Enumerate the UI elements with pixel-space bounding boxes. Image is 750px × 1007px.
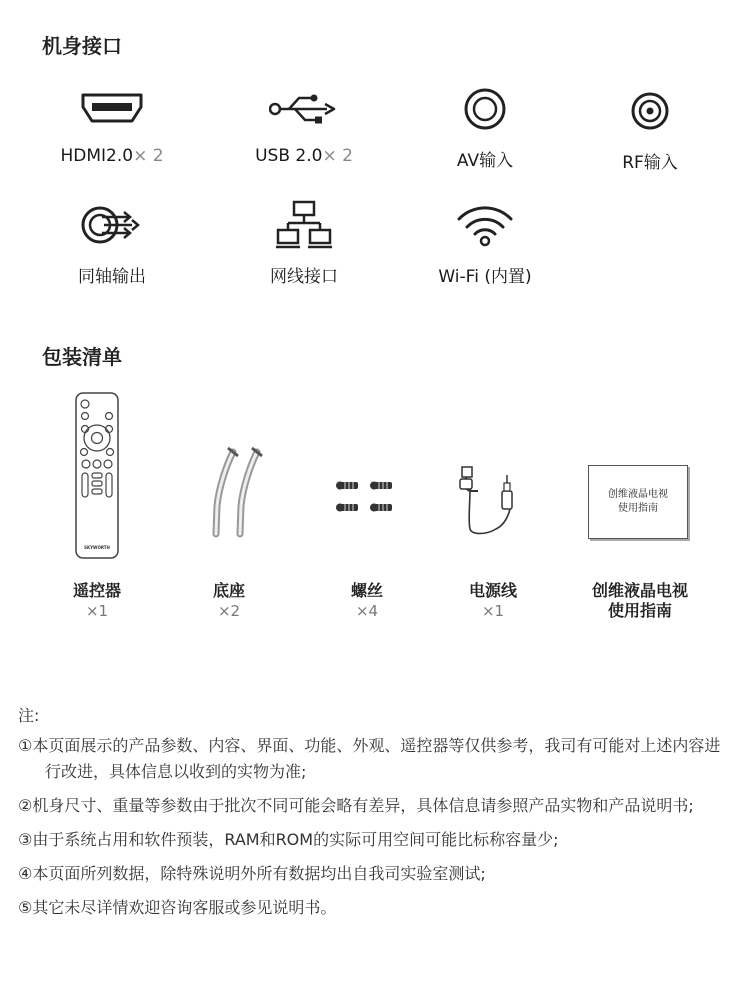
package-item-power-cord xyxy=(423,581,563,621)
package-item-name: 底座 xyxy=(212,581,245,600)
package-item-count: ×2 xyxy=(217,602,241,620)
package-item-stand xyxy=(159,581,299,621)
package-item-count: ×4 xyxy=(355,602,379,620)
coaxial-output-icon xyxy=(27,200,197,250)
remote-control-icon xyxy=(74,392,120,560)
package-item-remote xyxy=(27,581,167,621)
package-item-name: 遥控器 xyxy=(72,581,121,600)
manual-icon xyxy=(588,465,688,539)
notes-section xyxy=(18,703,733,929)
remote-brand-text: SKYWORTH xyxy=(84,545,110,550)
ethernet-label: 网线接口 xyxy=(270,267,338,287)
av-input-icon xyxy=(400,84,570,134)
power-cord-icon xyxy=(456,463,522,543)
package-item-name: 创维液晶电视 xyxy=(591,581,688,600)
interface-ethernet xyxy=(219,200,389,287)
interface-usb xyxy=(219,84,389,166)
interface-rf xyxy=(565,86,735,173)
hdmi-multiplier: × 2 xyxy=(133,146,164,166)
package-item-count: ×1 xyxy=(481,602,505,620)
coaxial-label: 同轴输出 xyxy=(78,267,146,287)
package-item-screws xyxy=(297,581,437,621)
package-item-manual xyxy=(570,581,710,621)
av-label: AV输入 xyxy=(456,151,514,171)
notes-title: 注: xyxy=(18,706,40,725)
usb-multiplier: × 2 xyxy=(322,146,353,166)
wifi-label: Wi-Fi (内置) xyxy=(438,267,532,287)
wifi-icon xyxy=(400,200,570,250)
note-item: ②机身尺寸、重量等参数由于批次不同可能会略有差异，具体信息请参照产品实物和产品说明书; xyxy=(18,796,694,815)
package-item-name-line2: 使用指南 xyxy=(607,601,672,620)
note-item: ⑤其它未尽详情欢迎咨询客服或参见说明书。 xyxy=(18,898,337,917)
interface-av xyxy=(400,84,570,171)
note-item: ④本页面所列数据，除特殊说明外所有数据均出自我司实验室测试; xyxy=(18,864,486,883)
package-item-name: 螺丝 xyxy=(350,581,383,600)
screws-icon xyxy=(336,476,398,522)
manual-cover-title: 创维液晶电视 xyxy=(608,489,668,500)
interface-hdmi xyxy=(27,84,197,166)
note-item: ①本页面展示的产品参数、内容、界面、功能、外观、遥控器等仅供参考，我司有可能对上述内容进行改进，具体信息以收到的实物为准; xyxy=(18,736,721,781)
ethernet-icon xyxy=(219,200,389,250)
usb-icon xyxy=(219,84,389,134)
package-section-title: 包装清单 xyxy=(42,345,122,369)
interface-coaxial xyxy=(27,200,197,287)
hdmi-icon xyxy=(27,84,197,134)
usb-label: USB 2.0 xyxy=(255,146,323,166)
hdmi-label: HDMI2.0 xyxy=(60,146,134,166)
interface-section-title: 机身接口 xyxy=(42,34,122,58)
manual-cover-subtitle: 使用指南 xyxy=(618,503,658,514)
rf-label: RF输入 xyxy=(622,153,678,173)
package-item-name: 电源线 xyxy=(468,581,517,600)
note-item: ③由于系统占用和软件预装，RAM和ROM的实际可用空间可能比标称容量少; xyxy=(18,830,559,849)
stand-icon xyxy=(207,446,275,544)
interface-wifi xyxy=(400,200,570,287)
rf-input-icon xyxy=(565,86,735,136)
package-item-count: ×1 xyxy=(85,602,109,620)
